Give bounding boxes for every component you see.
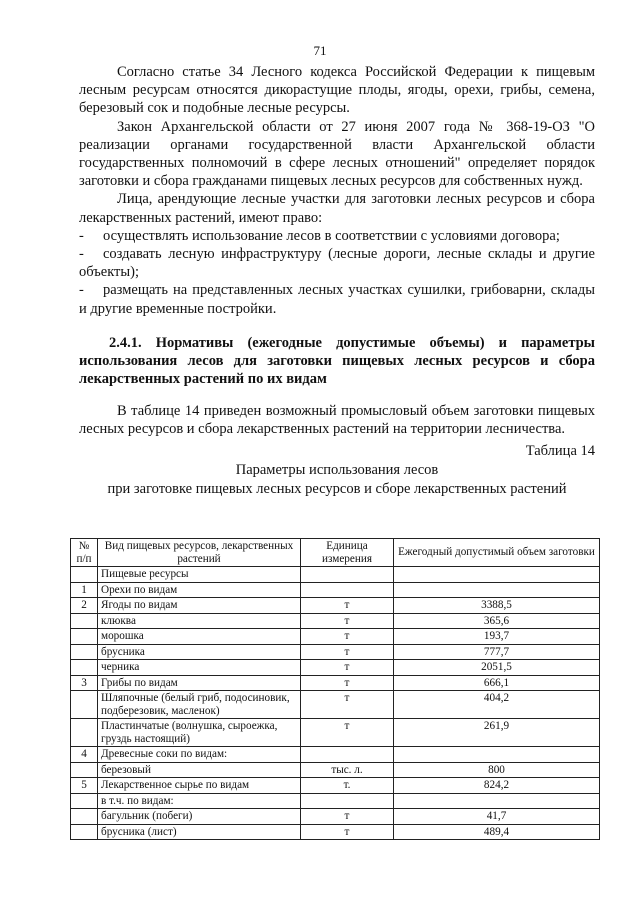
cell-unit: тыс. л. (301, 762, 394, 778)
cell-unit: т (301, 629, 394, 645)
cell-value (394, 567, 600, 583)
cell-value: 193,7 (394, 629, 600, 645)
table-row (71, 691, 600, 719)
cell-name: брусника (лист) (98, 824, 301, 840)
cell-name: в т.ч. по видам: (98, 793, 301, 809)
cell-unit: т (301, 660, 394, 676)
cell-unit (301, 567, 394, 583)
header-type: Вид пищевых ресурсов, лекарственных растений (98, 539, 301, 567)
document-body (79, 63, 595, 498)
table-row (71, 660, 600, 676)
cell-value (394, 582, 600, 598)
cell-unit: т (301, 719, 394, 747)
cell-value: 800 (394, 762, 600, 778)
cell-value: 404,2 (394, 691, 600, 719)
paragraph-forest-code: Согласно статье 34 Лесного кодекса Российской Федерации к пищевым лесным ресурсам относятся дикорастущие плоды, ягоды, орехи, грибы, семена, березовый сок и подобные лесные ресурсы. (79, 64, 595, 117)
cell-name: Шляпочные (белый гриб, подосиновик, подберезовик, масленок) (98, 691, 301, 719)
cell-unit: т (301, 824, 394, 840)
cell-unit: т (301, 691, 394, 719)
table-row (71, 644, 600, 660)
list-item (79, 245, 595, 281)
cell-num (71, 613, 98, 629)
list-item-text: создавать лесную инфраструктуру (лесные дороги, лесные склады и другие объекты); (79, 246, 595, 281)
list-item (79, 227, 595, 245)
cell-name: клюква (98, 613, 301, 629)
cell-num: 3 (71, 675, 98, 691)
cell-num: 4 (71, 747, 98, 763)
page-number: 71 (313, 43, 327, 58)
list-dash: - (79, 227, 84, 244)
table-row (71, 629, 600, 645)
cell-value: 489,4 (394, 824, 600, 840)
cell-num (71, 824, 98, 840)
cell-name: Орехи по видам (98, 582, 301, 598)
paragraph-tenant-rights: Лица, арендующие лесные участки для заготовки лесных ресурсов и сбора лекарственных растений, имеют право: (79, 191, 595, 226)
cell-value: 3388,5 (394, 598, 600, 614)
paragraph-table-intro: В таблице 14 приведен возможный промысловый объем заготовки пищевых лесных ресурсов и сбора лекарственных растений на территории лесничества. (79, 402, 595, 438)
cell-value: 41,7 (394, 809, 600, 825)
list-item (79, 281, 595, 317)
cell-name: черника (98, 660, 301, 676)
cell-unit (301, 582, 394, 598)
cell-unit (301, 747, 394, 763)
cell-unit: т. (301, 778, 394, 794)
cell-value: 777,7 (394, 644, 600, 660)
section-heading: 2.4.1. Нормативы (ежегодные допустимые объемы) и параметры использования лесов для заготовки пищевых лесных ресурсов и сбора лекарственных растений по их видам (79, 334, 595, 387)
cell-name: багульник (побеги) (98, 809, 301, 825)
table-row (71, 675, 600, 691)
table-row (71, 809, 600, 825)
cell-num (71, 567, 98, 583)
list-item-text: размещать на представленных лесных участках сушилки, грибоварни, склады и другие временные постройки. (79, 282, 595, 317)
cell-num: 1 (71, 582, 98, 598)
table-row (71, 598, 600, 614)
cell-name: Ягоды по видам (98, 598, 301, 614)
cell-num (71, 793, 98, 809)
table-row (71, 582, 600, 598)
header-num: № п/п (71, 539, 98, 567)
table-caption-line2: при заготовке пищевых лесных ресурсов и сборе лекарственных растений (107, 481, 567, 498)
cell-num (71, 719, 98, 747)
cell-num (71, 691, 98, 719)
table-header-row (71, 539, 600, 567)
cell-name: Лекарственное сырье по видам (98, 778, 301, 794)
cell-num: 5 (71, 778, 98, 794)
table-caption-line1: Параметры использования лесов (235, 462, 439, 479)
paragraph-regional-law: Закон Архангельской области от 27 июня 2007 года № 368-19-ОЗ "О реализации органами государственной власти Архангельской области государственных полномочий в сфере лесных отношений" определяет порядок заготовки и сбора гражданами пищевых лесных ресурсов для собственных нужд. (79, 118, 595, 190)
cell-num: 2 (71, 598, 98, 614)
cell-name: Грибы по видам (98, 675, 301, 691)
cell-value (394, 793, 600, 809)
list-dash: - (79, 282, 84, 299)
cell-num (71, 644, 98, 660)
cell-name: березовый (98, 762, 301, 778)
table-row (71, 719, 600, 747)
table-row (71, 778, 600, 794)
cell-unit: т (301, 675, 394, 691)
cell-unit: т (301, 809, 394, 825)
cell-unit: т (301, 598, 394, 614)
resources-table (70, 538, 600, 840)
cell-value: 365,6 (394, 613, 600, 629)
cell-name: Пищевые ресурсы (98, 567, 301, 583)
cell-value: 824,2 (394, 778, 600, 794)
table-row (71, 824, 600, 840)
list-item-text: осуществлять использование лесов в соответствии с условиями договора; (103, 227, 560, 244)
table-row (71, 762, 600, 778)
cell-name: морошка (98, 629, 301, 645)
cell-num (71, 809, 98, 825)
table-row (71, 613, 600, 629)
table-row (71, 793, 600, 809)
table-row (71, 747, 600, 763)
header-volume: Ежегодный допустимый объем заготовки (394, 539, 600, 567)
table-row (71, 567, 600, 583)
cell-unit (301, 793, 394, 809)
cell-num (71, 660, 98, 676)
cell-value: 2051,5 (394, 660, 600, 676)
cell-name: Пластинчатые (волнушка, сыроежка, груздь настоящий) (98, 719, 301, 747)
table-label: Таблица 14 (525, 443, 595, 460)
cell-value: 666,1 (394, 675, 600, 691)
cell-value: 261,9 (394, 719, 600, 747)
header-unit: Единица измерения (301, 539, 394, 567)
cell-name: брусника (98, 644, 301, 660)
cell-name: Древесные соки по видам: (98, 747, 301, 763)
cell-unit: т (301, 613, 394, 629)
cell-unit: т (301, 644, 394, 660)
cell-num (71, 629, 98, 645)
list-dash: - (79, 246, 84, 263)
cell-num (71, 762, 98, 778)
cell-value (394, 747, 600, 763)
